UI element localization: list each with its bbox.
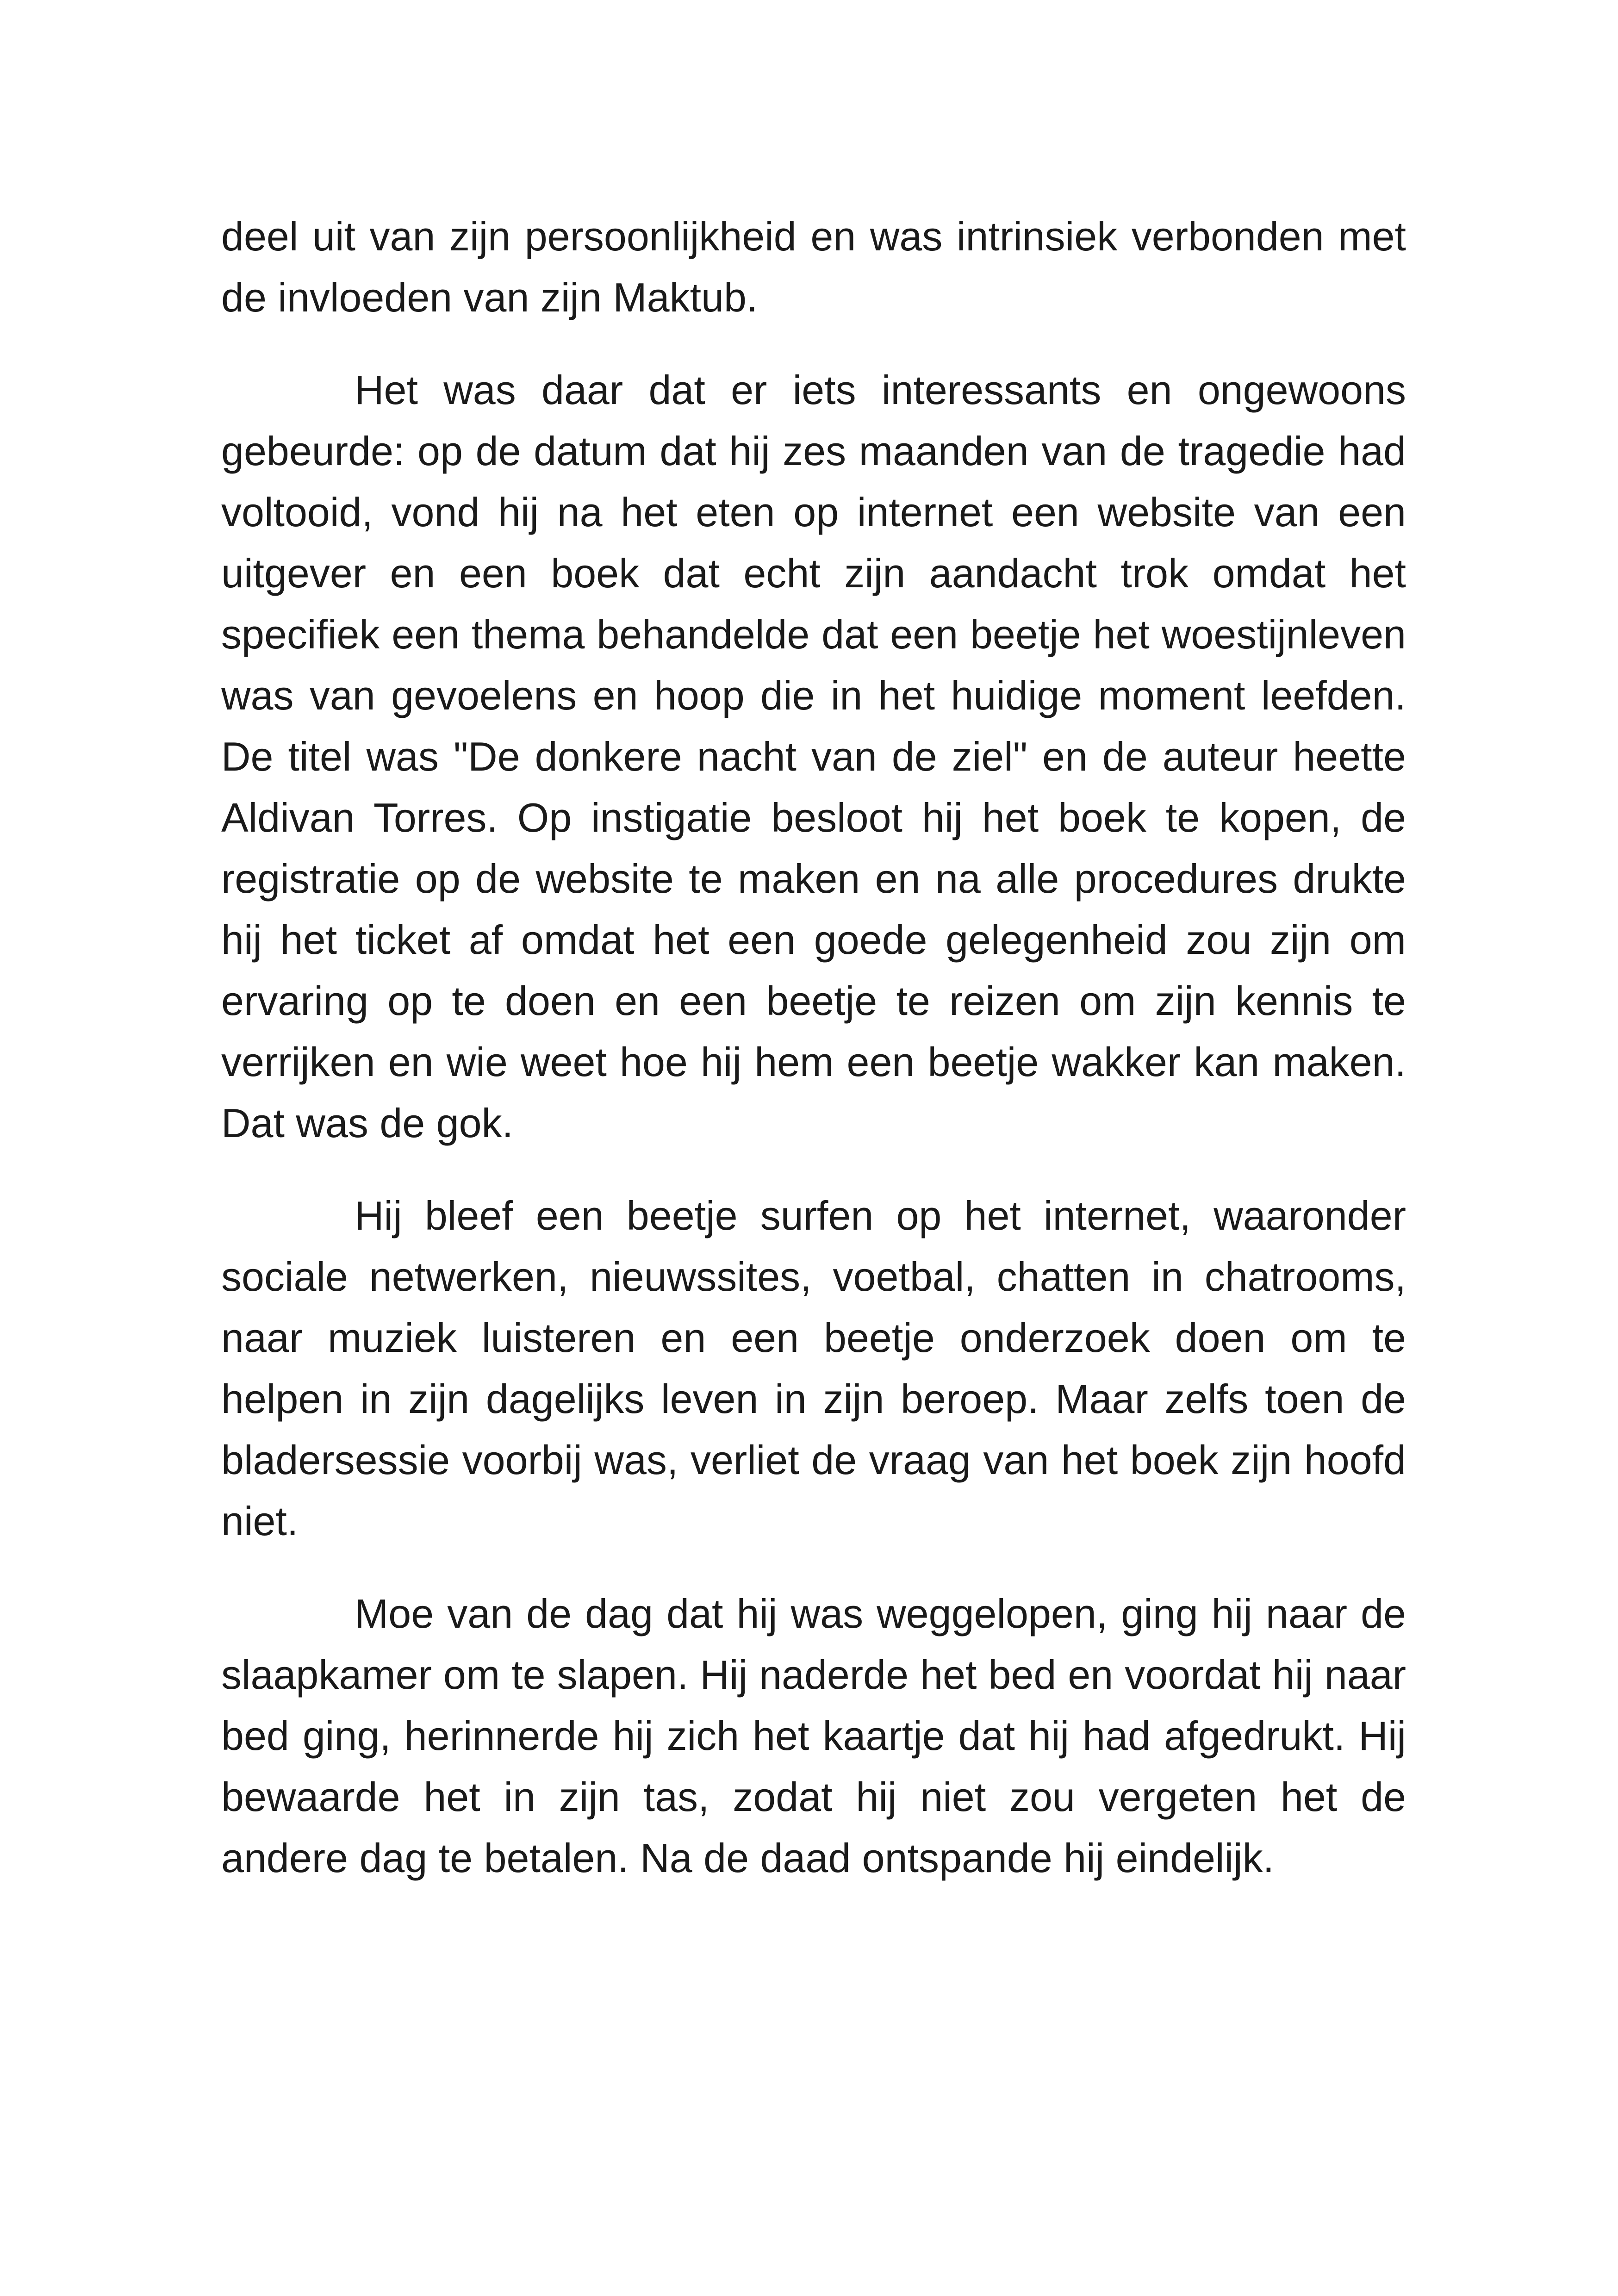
paragraph-1: deel uit van zijn persoonlijkheid en was intrinsiek verbonden met de invloeden van zijn Maktub. <box>221 213 1406 320</box>
paragraph-2: Het was daar dat er iets interessants en ongewoons gebeurde: op de datum dat hij zes maanden van de tragedie had voltooid, vond hij na het eten op internet een website van een uitgever en een boek dat echt zijn aandacht trok omdat het specifiek een thema behandelde dat een beetje het woestijnleven was van gevoelens en hoop die in het huidige moment leefden. De titel was "De donkere nacht van de ziel" en de auteur heette Aldivan Torres. Op instigatie besloot hij het boek te kopen, de registratie op de website te maken en na alle procedures drukte hij het ticket af omdat het een goede gelegenheid zou zijn om ervaring op te doen en een beetje te reizen om zijn kennis te verrijken en wie weet hoe hij hem een beetje wakker kan maken. Dat was de gok. <box>221 367 1406 1146</box>
paragraph-4: Moe van de dag dat hij was weggelopen, ging hij naar de slaapkamer om te slapen. Hij naderde het bed en voordat hij naar bed ging, herinnerde hij zich het kaartje dat hij had afgedrukt. Hij bewaarde het in zijn tas, zodat hij niet zou vergeten het de andere dag te betalen. Na de daad ontspande hij eindelijk. <box>221 1591 1406 1881</box>
paragraph-3: Hij bleef een beetje surfen op het internet, waaronder sociale netwerken, nieuwssites, voetbal, chatten in chatrooms, naar muziek luisteren en een beetje onderzoek doen om te helpen in zijn dagelijks leven in zijn beroep. Maar zelfs toen de bladersessie voorbij was, verliet de vraag van het boek zijn hoofd niet. <box>221 1193 1406 1544</box>
body-text <box>221 206 1406 1920</box>
